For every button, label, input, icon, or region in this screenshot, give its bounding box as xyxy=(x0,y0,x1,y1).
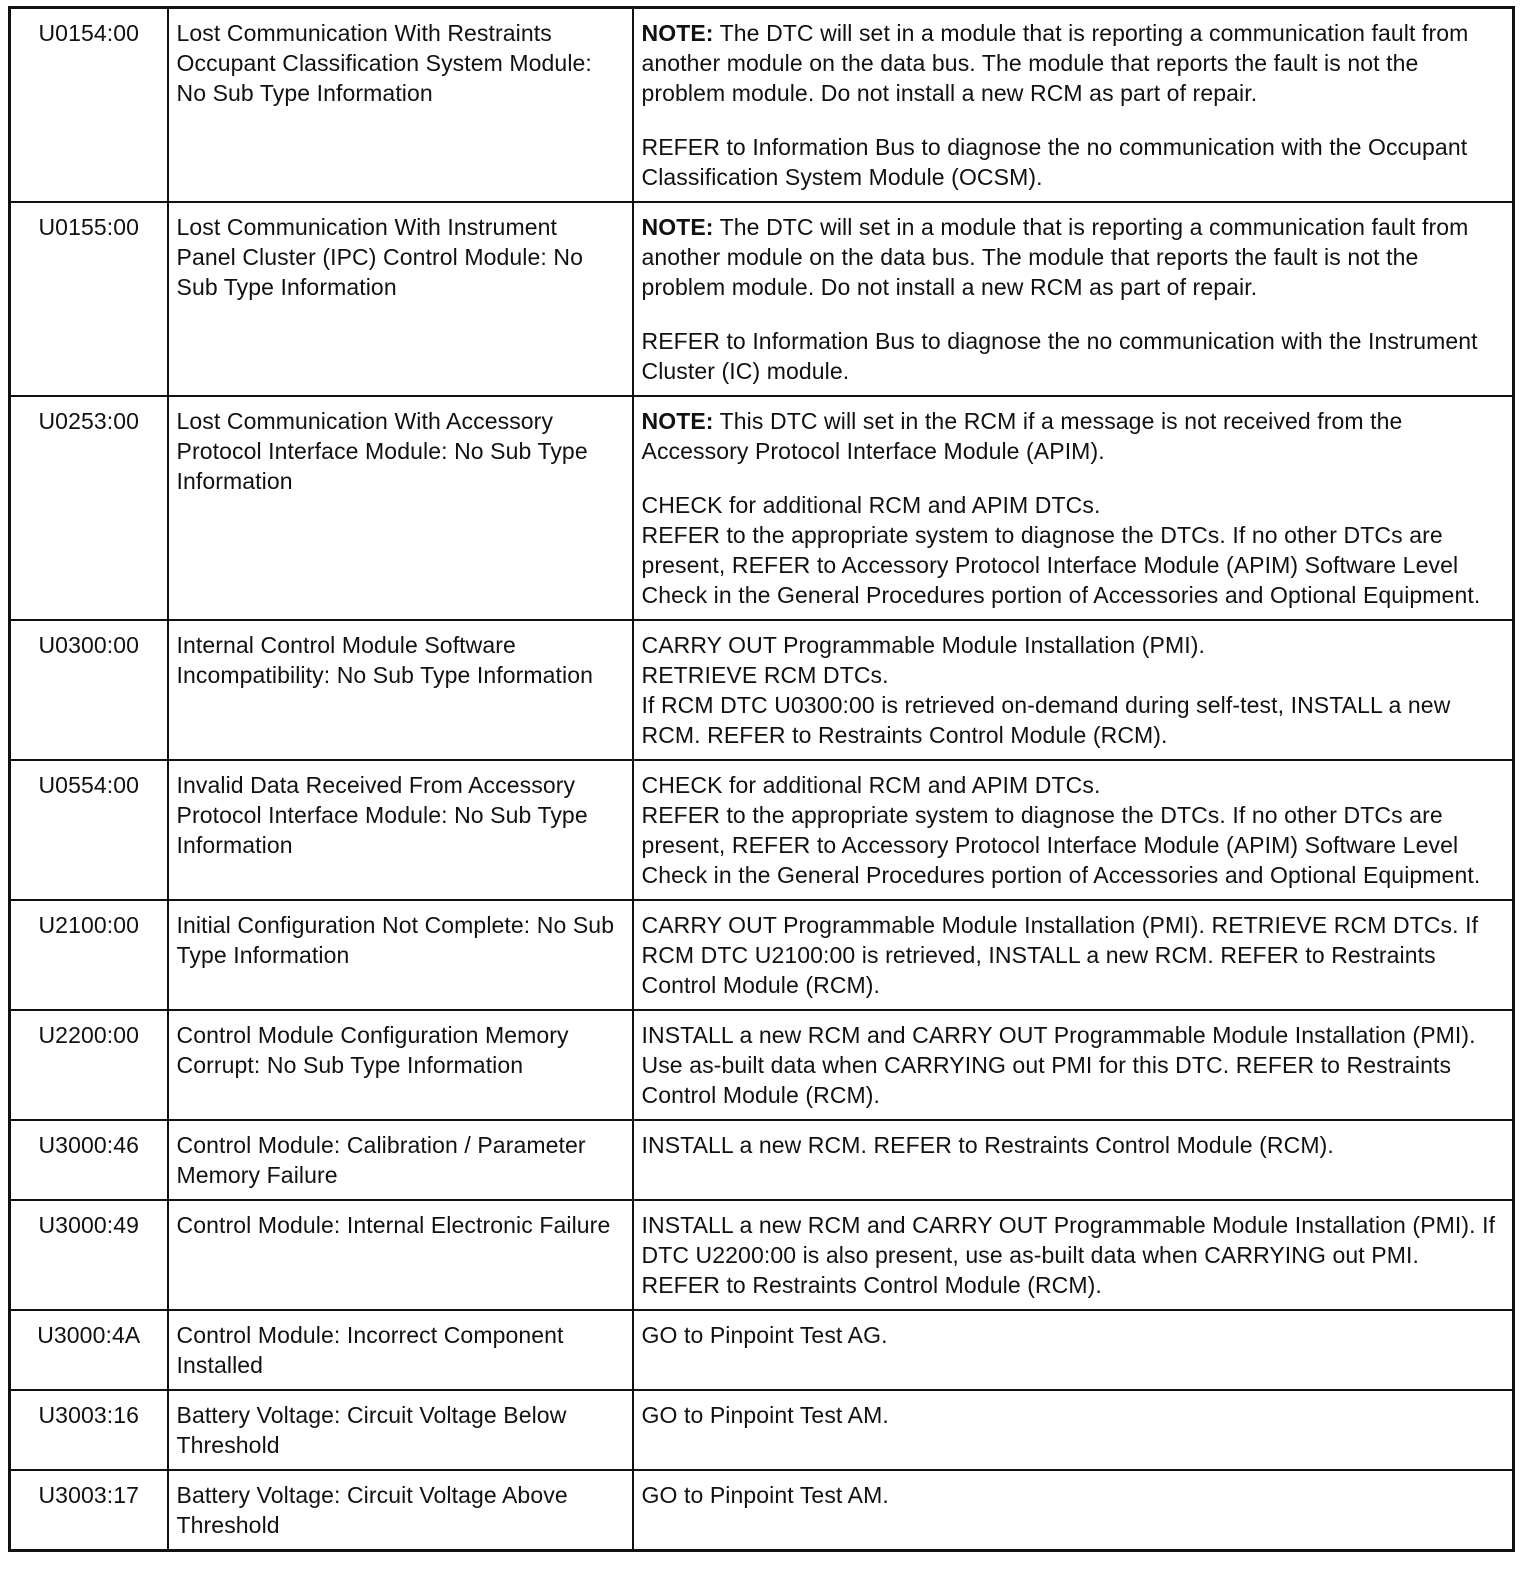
action-paragraph xyxy=(642,490,1503,610)
action-text: INSTALL a new RCM. REFER to Restraints Control Module (RCM). xyxy=(641,1132,1334,1158)
dtc-row xyxy=(10,1390,1514,1470)
dtc-table xyxy=(8,6,1515,1552)
dtc-code: U3003:17 xyxy=(10,1470,168,1551)
dtc-action xyxy=(633,8,1514,203)
dtc-code: U3000:49 xyxy=(10,1200,168,1310)
action-paragraph xyxy=(642,212,1503,302)
dtc-description: Internal Control Module Software Incompatibility: No Sub Type Information xyxy=(168,620,633,760)
action-text: If RCM DTC U0300:00 is retrieved on-demand during self-test, INSTALL a new RCM. REFER to Restraints Control Module (RCM). xyxy=(641,692,1451,748)
dtc-code: U0300:00 xyxy=(10,620,168,760)
dtc-code: U2100:00 xyxy=(10,900,168,1010)
dtc-row xyxy=(10,1200,1514,1310)
action-text: GO to Pinpoint Test AG. xyxy=(641,1322,888,1348)
action-paragraph xyxy=(642,1210,1503,1300)
dtc-action xyxy=(633,620,1514,760)
dtc-code: U0154:00 xyxy=(10,8,168,203)
action-text: INSTALL a new RCM and CARRY OUT Programmable Module Installation (PMI). Use as-built data when CARRYING out PMI for this DTC. REFER to Restraints Control Module (RCM). xyxy=(641,1022,1476,1108)
dtc-row xyxy=(10,900,1514,1010)
dtc-description: Lost Communication With Restraints Occupant Classification System Module: No Sub Type Information xyxy=(168,8,633,203)
dtc-action xyxy=(633,1470,1514,1551)
action-paragraph xyxy=(642,1130,1503,1160)
action-text: GO to Pinpoint Test AM. xyxy=(641,1482,889,1508)
dtc-code: U3000:46 xyxy=(10,1120,168,1200)
dtc-action xyxy=(633,1010,1514,1120)
action-text: The DTC will set in a module that is reporting a communication fault from another module on the data bus. The module that reports the fault is not the problem module. Do not install a new RCM as part of repair. xyxy=(641,214,1469,300)
action-text: This DTC will set in the RCM if a message is not received from the Accessory Protocol Interface Module (APIM). xyxy=(641,408,1403,464)
action-text: RETRIEVE RCM DTCs. xyxy=(641,662,889,688)
dtc-description: Battery Voltage: Circuit Voltage Below Threshold xyxy=(168,1390,633,1470)
action-text: REFER to Information Bus to diagnose the no communication with the Occupant Classification System Module (OCSM). xyxy=(641,134,1468,190)
action-text: The DTC will set in a module that is reporting a communication fault from another module on the data bus. The module that reports the fault is not the problem module. Do not install a new RCM as part of repair. xyxy=(641,20,1469,106)
dtc-row xyxy=(10,202,1514,396)
dtc-action xyxy=(633,900,1514,1010)
dtc-description: Battery Voltage: Circuit Voltage Above Threshold xyxy=(168,1470,633,1551)
dtc-description: Lost Communication With Instrument Panel Cluster (IPC) Control Module: No Sub Type Information xyxy=(168,202,633,396)
dtc-table-body xyxy=(10,8,1514,1551)
dtc-description: Invalid Data Received From Accessory Protocol Interface Module: No Sub Type Information xyxy=(168,760,633,900)
dtc-action xyxy=(633,760,1514,900)
dtc-description: Control Module: Internal Electronic Failure xyxy=(168,1200,633,1310)
dtc-action xyxy=(633,202,1514,396)
dtc-code: U2200:00 xyxy=(10,1010,168,1120)
action-text: INSTALL a new RCM and CARRY OUT Programmable Module Installation (PMI). If DTC U2200:00 is also present, use as-built data when CARRYING out PMI. REFER to Restraints Control Module (RCM). xyxy=(641,1212,1496,1298)
dtc-code: U3003:16 xyxy=(10,1390,168,1470)
note-label: NOTE: xyxy=(641,408,714,434)
action-paragraph xyxy=(642,1020,1503,1110)
action-text: GO to Pinpoint Test AM. xyxy=(641,1402,889,1428)
action-paragraph xyxy=(642,1320,1503,1350)
action-paragraph xyxy=(642,910,1503,1000)
action-text: CHECK for additional RCM and APIM DTCs. xyxy=(641,772,1101,798)
action-paragraph xyxy=(642,770,1503,890)
action-paragraph xyxy=(642,630,1503,750)
action-text: CHECK for additional RCM and APIM DTCs. xyxy=(641,492,1101,518)
action-text: CARRY OUT Programmable Module Installation (PMI). xyxy=(641,632,1205,658)
dtc-row xyxy=(10,1470,1514,1551)
dtc-action xyxy=(633,1200,1514,1310)
action-text: REFER to Information Bus to diagnose the no communication with the Instrument Cluster (IC) module. xyxy=(641,328,1478,384)
dtc-description: Initial Configuration Not Complete: No Sub Type Information xyxy=(168,900,633,1010)
dtc-action xyxy=(633,1120,1514,1200)
action-paragraph xyxy=(642,1400,1503,1430)
dtc-code: U3000:4A xyxy=(10,1310,168,1390)
dtc-row xyxy=(10,1120,1514,1200)
action-text: REFER to the appropriate system to diagnose the DTCs. If no other DTCs are present, REFER to Accessory Protocol Interface Module (APIM) Software Level Check in the General Procedures portion of Accessories and Optional Equipment. xyxy=(641,802,1481,888)
dtc-action xyxy=(633,1390,1514,1470)
dtc-row xyxy=(10,620,1514,760)
dtc-description: Control Module Configuration Memory Corrupt: No Sub Type Information xyxy=(168,1010,633,1120)
action-text: CARRY OUT Programmable Module Installation (PMI). RETRIEVE RCM DTCs. If RCM DTC U2100:00 is retrieved, INSTALL a new RCM. REFER to Restraints Control Module (RCM). xyxy=(641,912,1479,998)
dtc-row xyxy=(10,396,1514,620)
dtc-description: Control Module: Incorrect Component Installed xyxy=(168,1310,633,1390)
dtc-code: U0155:00 xyxy=(10,202,168,396)
action-paragraph xyxy=(642,406,1503,466)
dtc-row xyxy=(10,8,1514,203)
dtc-action xyxy=(633,396,1514,620)
dtc-description: Lost Communication With Accessory Protocol Interface Module: No Sub Type Information xyxy=(168,396,633,620)
note-label: NOTE: xyxy=(641,214,714,240)
dtc-action xyxy=(633,1310,1514,1390)
dtc-row xyxy=(10,1010,1514,1120)
dtc-code: U0253:00 xyxy=(10,396,168,620)
action-paragraph xyxy=(642,326,1503,386)
action-paragraph xyxy=(642,18,1503,108)
note-label: NOTE: xyxy=(641,20,714,46)
action-paragraph xyxy=(642,1480,1503,1510)
action-paragraph xyxy=(642,132,1503,192)
dtc-row xyxy=(10,1310,1514,1390)
dtc-description: Control Module: Calibration / Parameter Memory Failure xyxy=(168,1120,633,1200)
dtc-row xyxy=(10,760,1514,900)
dtc-code: U0554:00 xyxy=(10,760,168,900)
action-text: REFER to the appropriate system to diagnose the DTCs. If no other DTCs are present, REFER to Accessory Protocol Interface Module (APIM) Software Level Check in the General Procedures portion of Accessories and Optional Equipment. xyxy=(641,522,1481,608)
